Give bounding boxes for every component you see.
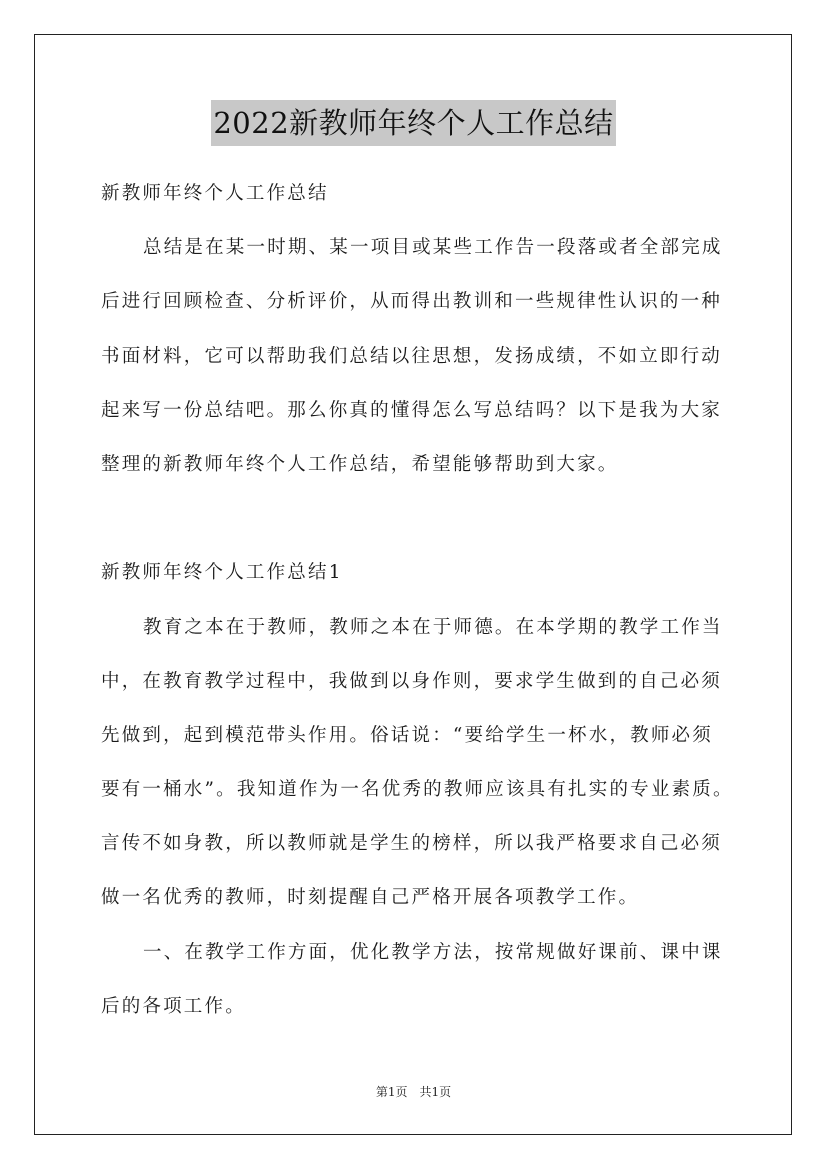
blank-line — [101, 499, 737, 553]
text-line: 整理的新教师年终个人工作总结，希望能够帮助到大家。 — [101, 453, 619, 475]
page-number: 第1页 共1页 — [375, 1085, 452, 1099]
text-line: 先做到，起到模范带头作用。俗话说：“要给学生一杯水，教师必须 — [101, 724, 713, 746]
text-line: 后进行回顾检查、分析评价，从而得出教训和一些规律性认识的一种 — [101, 291, 723, 313]
text-line: 起来写一份总结吧。那么你真的懂得怎么写总结吗？以下是我为大家 — [101, 399, 723, 421]
document-title: 2022新教师年终个人工作总结 — [211, 100, 615, 146]
document-body — [101, 174, 737, 1041]
title-container — [0, 100, 827, 146]
text-line: 书面材料，它可以帮助我们总结以往思想，发扬成绩，不如立即行动 — [101, 345, 723, 367]
text-line: 后的各项工作。 — [101, 995, 246, 1017]
text-line: 言传不如身教，所以教师就是学生的榜样，所以我严格要求自己必须 — [101, 833, 723, 855]
text-line: 要有一桶水”。我知道作为一名优秀的教师应该具有扎实的专业素质。 — [101, 779, 734, 801]
text-line: 做一名优秀的教师，时刻提醒自己严格开展各项教学工作。 — [101, 887, 640, 909]
text-line: 中，在教育教学过程中，我做到以身作则，要求学生做到的自己必须 — [101, 670, 723, 692]
text-line: 总结是在某一时期、某一项目或某些工作告一段落或者全部完成 — [143, 237, 723, 259]
section-heading: 新教师年终个人工作总结1 — [101, 562, 343, 584]
text-line: 教育之本在于教师，教师之本在于师德。在本学期的教学工作当 — [143, 616, 723, 638]
text-line: 一、在教学工作方面，优化教学方法，按常规做好课前、课中课 — [143, 941, 723, 963]
text-line: 新教师年终个人工作总结 — [101, 183, 329, 204]
